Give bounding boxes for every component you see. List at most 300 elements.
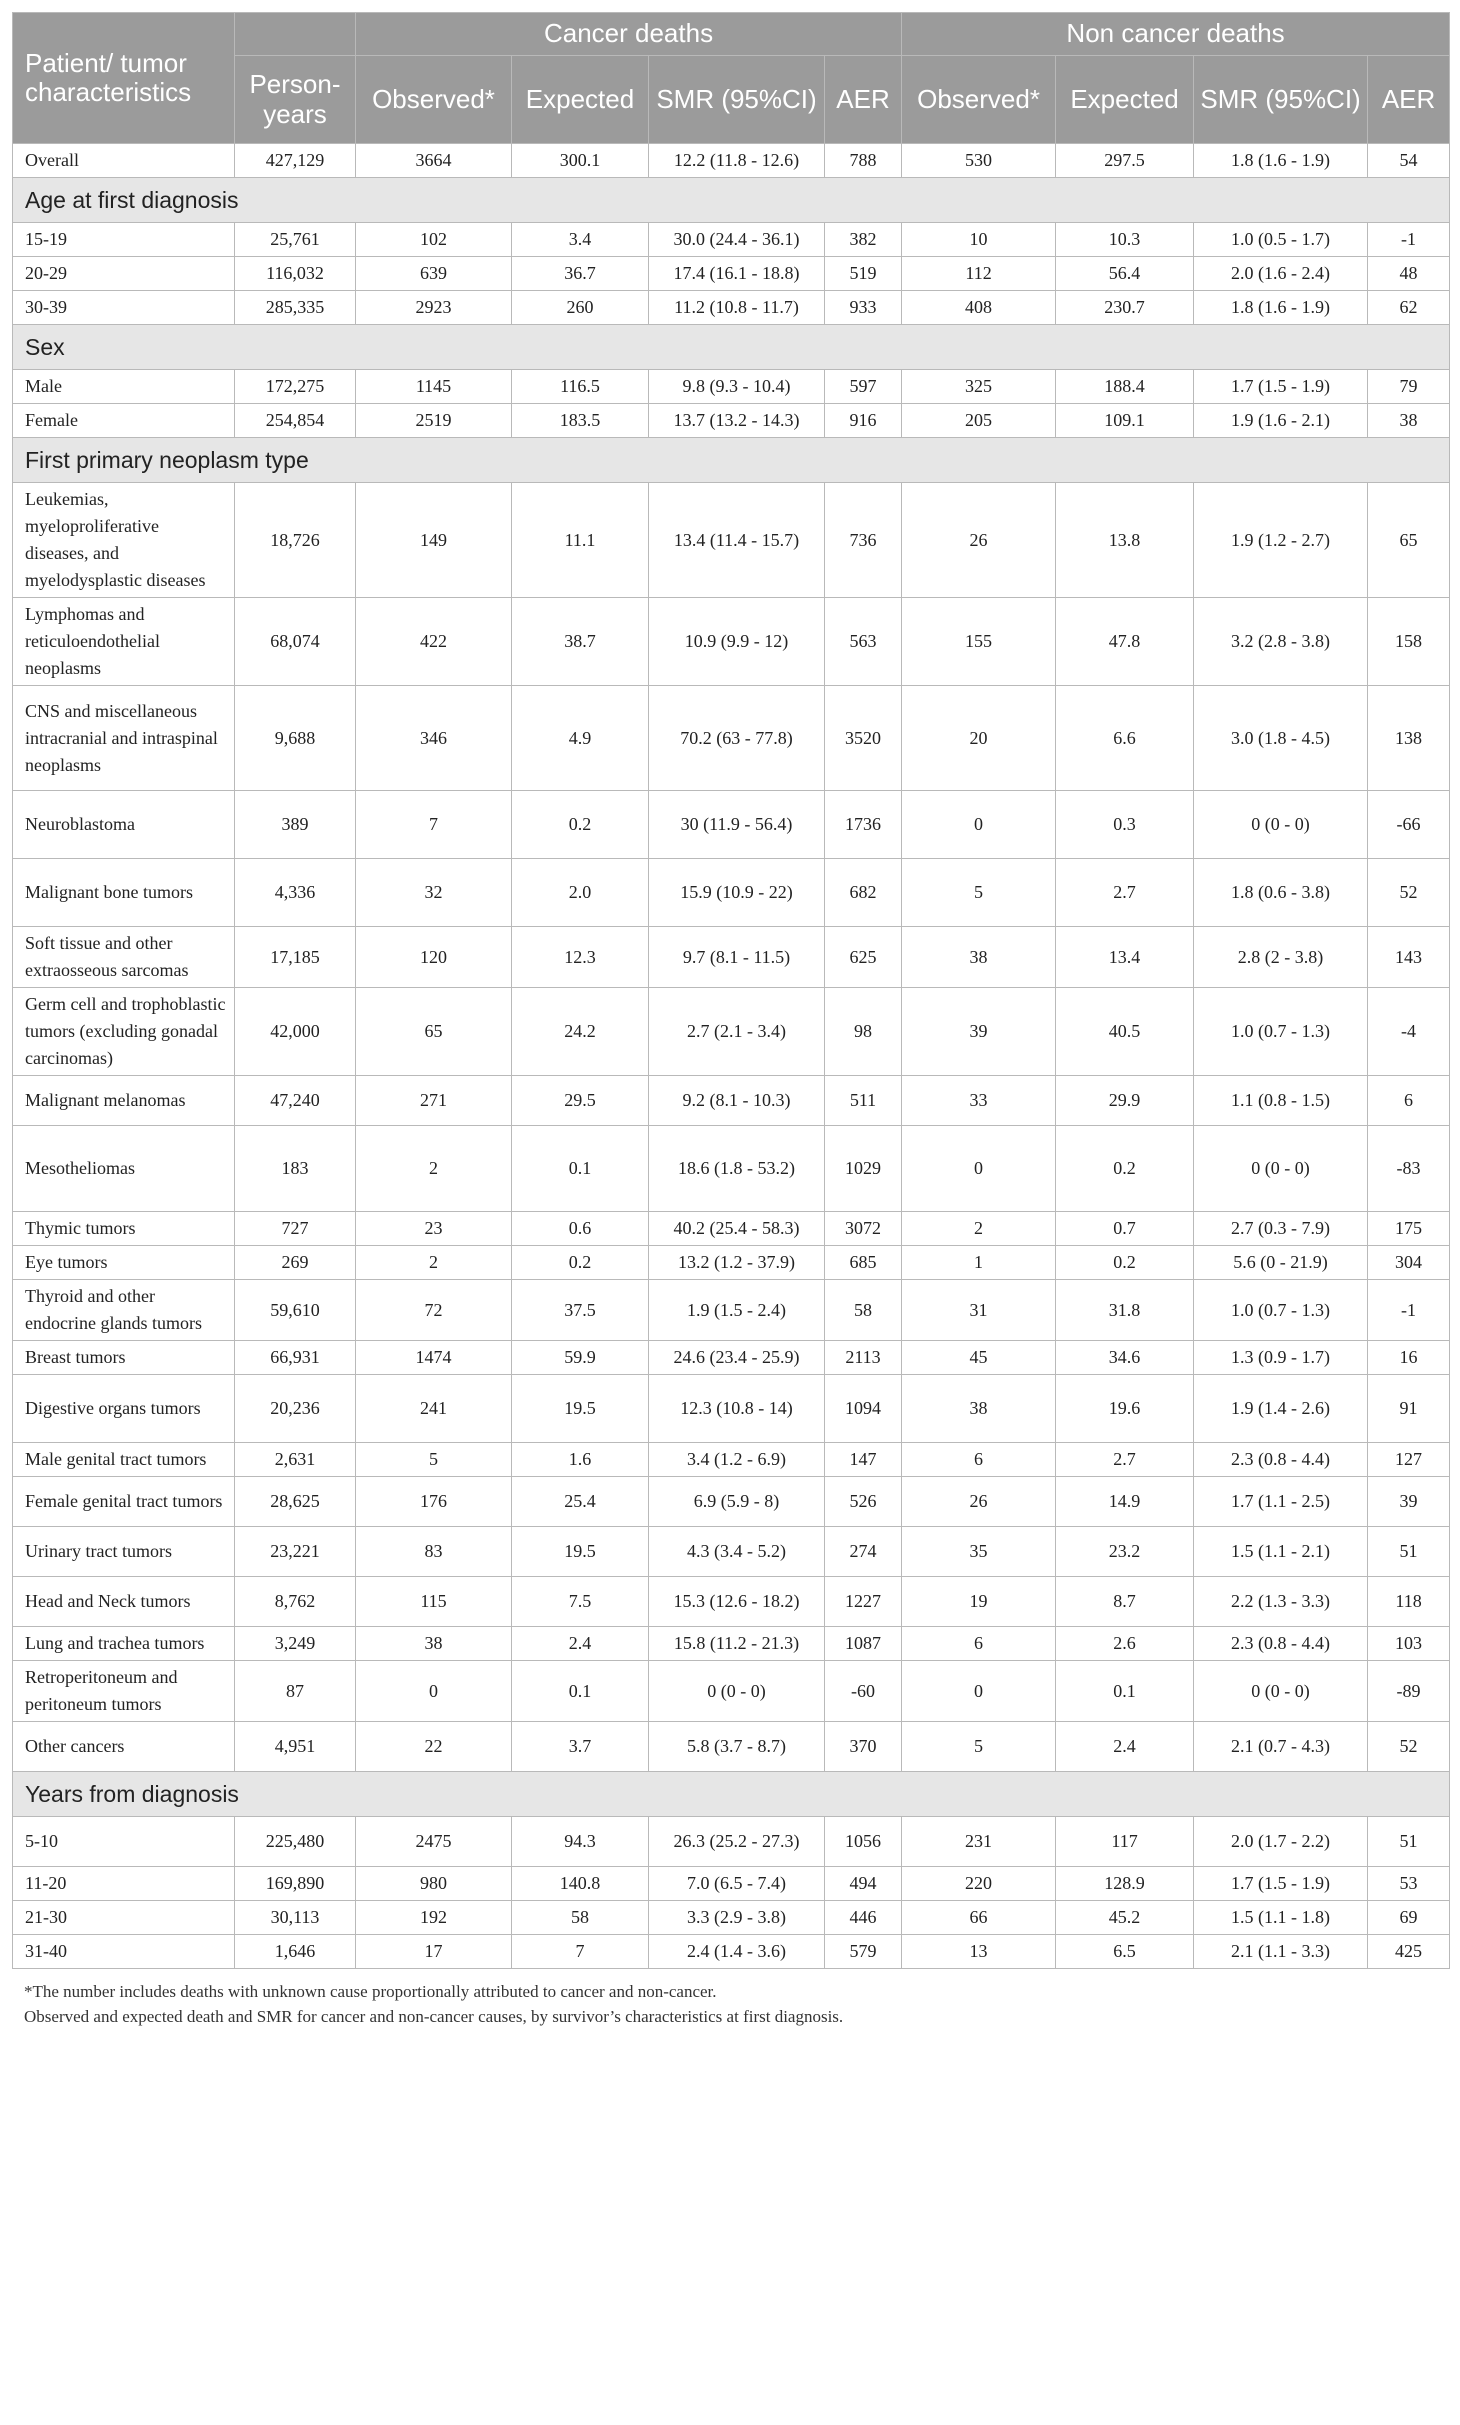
table-cell: 11.2 (10.8 - 11.7)	[649, 291, 825, 325]
table-cell: 7.0 (6.5 - 7.4)	[649, 1867, 825, 1901]
table-cell: 52	[1368, 1722, 1450, 1772]
table-cell: 625	[825, 927, 902, 988]
row-label: Soft tissue and other extraosseous sarcomas	[13, 927, 235, 988]
table-cell: 102	[356, 223, 512, 257]
table-row	[13, 1280, 1450, 1341]
table-cell: 115	[356, 1577, 512, 1627]
header-cancer-smr: SMR (95%CI)	[649, 56, 825, 144]
table-cell: 325	[902, 370, 1056, 404]
table-cell: 727	[235, 1212, 356, 1246]
table-caption: Observed and expected death and SMR for cancer and non-cancer causes, by survivor’s characteristics at first diagnosis.	[24, 2007, 844, 2026]
table-cell: 19.5	[512, 1375, 649, 1443]
table-cell: 1.5 (1.1 - 2.1)	[1194, 1527, 1368, 1577]
table-cell: 13.2 (1.2 - 37.9)	[649, 1246, 825, 1280]
table-cell: 98	[825, 988, 902, 1076]
table-cell: 427,129	[235, 144, 356, 178]
table-cell: 297.5	[1056, 144, 1194, 178]
table-cell: 3072	[825, 1212, 902, 1246]
table-cell: 382	[825, 223, 902, 257]
table-cell: 58	[512, 1901, 649, 1935]
table-cell: 2475	[356, 1817, 512, 1867]
table-cell: 19	[902, 1577, 1056, 1627]
table-cell: 0	[902, 791, 1056, 859]
table-cell: 143	[1368, 927, 1450, 988]
section-row	[13, 1772, 1450, 1817]
table-cell: 2519	[356, 404, 512, 438]
table-cell: 1.9 (1.5 - 2.4)	[649, 1280, 825, 1341]
table-cell: 6.9 (5.9 - 8)	[649, 1477, 825, 1527]
table-cell: 1087	[825, 1627, 902, 1661]
table-cell: 48	[1368, 257, 1450, 291]
table-cell: 0	[902, 1126, 1056, 1212]
table-cell: 530	[902, 144, 1056, 178]
table-cell: 788	[825, 144, 902, 178]
table-cell: 66,931	[235, 1341, 356, 1375]
table-cell: 42,000	[235, 988, 356, 1076]
table-cell: 9.2 (8.1 - 10.3)	[649, 1076, 825, 1126]
table-cell: 6	[902, 1443, 1056, 1477]
table-cell: 4.3 (3.4 - 5.2)	[649, 1527, 825, 1577]
table-row	[13, 791, 1450, 859]
table-row	[13, 988, 1450, 1076]
table-row	[13, 1126, 1450, 1212]
header-cancer-aer: AER	[825, 56, 902, 144]
table-cell: 2.4	[512, 1627, 649, 1661]
table-cell: 18.6 (1.8 - 53.2)	[649, 1126, 825, 1212]
row-label: Other cancers	[13, 1722, 235, 1772]
table-cell: 68,074	[235, 598, 356, 686]
table-cell: 0.1	[1056, 1661, 1194, 1722]
table-header	[13, 13, 1450, 144]
table-row	[13, 1867, 1450, 1901]
table-cell: 0.1	[512, 1126, 649, 1212]
table-cell: 685	[825, 1246, 902, 1280]
row-label: 20-29	[13, 257, 235, 291]
table-cell: 1	[902, 1246, 1056, 1280]
table-cell: 12.3 (10.8 - 14)	[649, 1375, 825, 1443]
table-cell: 1.1 (0.8 - 1.5)	[1194, 1076, 1368, 1126]
table-row	[13, 1627, 1450, 1661]
table-container	[12, 12, 1449, 2026]
table-cell: 158	[1368, 598, 1450, 686]
table-cell: 3.0 (1.8 - 4.5)	[1194, 686, 1368, 791]
row-label: 5-10	[13, 1817, 235, 1867]
table-cell: 127	[1368, 1443, 1450, 1477]
table-cell: 172,275	[235, 370, 356, 404]
table-cell: 120	[356, 927, 512, 988]
table-cell: 183	[235, 1126, 356, 1212]
table-cell: 38.7	[512, 598, 649, 686]
table-cell: 192	[356, 1901, 512, 1935]
table-cell: 29.9	[1056, 1076, 1194, 1126]
table-cell: 38	[902, 927, 1056, 988]
row-label: 11-20	[13, 1867, 235, 1901]
table-cell: 2.4 (1.4 - 3.6)	[649, 1935, 825, 1969]
table-cell: 4,951	[235, 1722, 356, 1772]
table-cell: 29.5	[512, 1076, 649, 1126]
table-row	[13, 1341, 1450, 1375]
table-cell: 3.4 (1.2 - 6.9)	[649, 1443, 825, 1477]
row-label: 30-39	[13, 291, 235, 325]
table-cell: 2.1 (1.1 - 3.3)	[1194, 1935, 1368, 1969]
table-cell: 2.7	[1056, 859, 1194, 927]
table-cell: 13.7 (13.2 - 14.3)	[649, 404, 825, 438]
table-cell: 9,688	[235, 686, 356, 791]
table-cell: 24.2	[512, 988, 649, 1076]
table-cell: 0.6	[512, 1212, 649, 1246]
table-cell: 1.0 (0.7 - 1.3)	[1194, 1280, 1368, 1341]
row-label: Thyroid and other endocrine glands tumors	[13, 1280, 235, 1341]
table-cell: 70.2 (63 - 77.8)	[649, 686, 825, 791]
row-label: Urinary tract tumors	[13, 1527, 235, 1577]
table-cell: 116,032	[235, 257, 356, 291]
table-cell: 254,854	[235, 404, 356, 438]
table-row	[13, 223, 1450, 257]
section-row	[13, 178, 1450, 223]
table-cell: 30 (11.9 - 56.4)	[649, 791, 825, 859]
table-cell: 11.1	[512, 483, 649, 598]
table-cell: 205	[902, 404, 1056, 438]
table-cell: 2.7 (0.3 - 7.9)	[1194, 1212, 1368, 1246]
table-row	[13, 1527, 1450, 1577]
row-label: Mesotheliomas	[13, 1126, 235, 1212]
table-cell: 188.4	[1056, 370, 1194, 404]
table-cell: 1474	[356, 1341, 512, 1375]
table-row	[13, 1577, 1450, 1627]
table-cell: 0	[902, 1661, 1056, 1722]
row-label: Thymic tumors	[13, 1212, 235, 1246]
table-cell: 916	[825, 404, 902, 438]
table-cell: -60	[825, 1661, 902, 1722]
row-label: Lung and trachea tumors	[13, 1627, 235, 1661]
table-cell: 24.6 (23.4 - 25.9)	[649, 1341, 825, 1375]
row-label: Leukemias, myeloproliferative diseases, and myelodysplastic diseases	[13, 483, 235, 598]
table-cell: 9.7 (8.1 - 11.5)	[649, 927, 825, 988]
row-label: Female genital tract tumors	[13, 1477, 235, 1527]
table-cell: 12.2 (11.8 - 12.6)	[649, 144, 825, 178]
table-row	[13, 257, 1450, 291]
header-noncancer-expected: Expected	[1056, 56, 1194, 144]
table-cell: 2.6	[1056, 1627, 1194, 1661]
table-cell: 13.4 (11.4 - 15.7)	[649, 483, 825, 598]
table-row	[13, 859, 1450, 927]
row-label: Digestive organs tumors	[13, 1375, 235, 1443]
table-cell: 2.7	[1056, 1443, 1194, 1477]
section-row	[13, 438, 1450, 483]
table-cell: 59,610	[235, 1280, 356, 1341]
header-noncancer-deaths: Non cancer deaths	[902, 13, 1450, 56]
table-cell: 1094	[825, 1375, 902, 1443]
table-cell: 346	[356, 686, 512, 791]
header-noncancer-aer: AER	[1368, 56, 1450, 144]
table-cell: 0.7	[1056, 1212, 1194, 1246]
table-cell: 17.4 (16.1 - 18.8)	[649, 257, 825, 291]
table-cell: 3520	[825, 686, 902, 791]
row-label: 21-30	[13, 1901, 235, 1935]
table-cell: 980	[356, 1867, 512, 1901]
table-cell: 1.9 (1.2 - 2.7)	[1194, 483, 1368, 598]
table-cell: 1.3 (0.9 - 1.7)	[1194, 1341, 1368, 1375]
table-cell: 0.1	[512, 1661, 649, 1722]
table-cell: 176	[356, 1477, 512, 1527]
table-cell: 1.9 (1.4 - 2.6)	[1194, 1375, 1368, 1443]
row-label: Germ cell and trophoblastic tumors (excluding gonadal carcinomas)	[13, 988, 235, 1076]
table-cell: -1	[1368, 1280, 1450, 1341]
header-cancer-expected: Expected	[512, 56, 649, 144]
table-cell: 1.0 (0.7 - 1.3)	[1194, 988, 1368, 1076]
table-cell: 1.5 (1.1 - 1.8)	[1194, 1901, 1368, 1935]
table-cell: 1.7 (1.5 - 1.9)	[1194, 370, 1368, 404]
table-cell: 22	[356, 1722, 512, 1772]
table-cell: 231	[902, 1817, 1056, 1867]
table-cell: 66	[902, 1901, 1056, 1935]
table-cell: 446	[825, 1901, 902, 1935]
table-cell: 53	[1368, 1867, 1450, 1901]
table-cell: 5.8 (3.7 - 8.7)	[649, 1722, 825, 1772]
table-cell: 225,480	[235, 1817, 356, 1867]
table-cell: 65	[356, 988, 512, 1076]
table-cell: 54	[1368, 144, 1450, 178]
table-cell: 79	[1368, 370, 1450, 404]
table-cell: -83	[1368, 1126, 1450, 1212]
table-cell: 175	[1368, 1212, 1450, 1246]
table-cell: 408	[902, 291, 1056, 325]
table-cell: 3,249	[235, 1627, 356, 1661]
row-label: Male genital tract tumors	[13, 1443, 235, 1477]
table-cell: 23.2	[1056, 1527, 1194, 1577]
table-cell: 94.3	[512, 1817, 649, 1867]
table-cell: 56.4	[1056, 257, 1194, 291]
table-row	[13, 598, 1450, 686]
table-body	[13, 144, 1450, 1969]
table-cell: 1.8 (1.6 - 1.9)	[1194, 144, 1368, 178]
table-cell: 220	[902, 1867, 1056, 1901]
table-cell: 1056	[825, 1817, 902, 1867]
table-cell: 35	[902, 1527, 1056, 1577]
table-row	[13, 404, 1450, 438]
table-cell: 269	[235, 1246, 356, 1280]
table-cell: 45	[902, 1341, 1056, 1375]
table-cell: 37.5	[512, 1280, 649, 1341]
section-row	[13, 325, 1450, 370]
table-cell: 511	[825, 1076, 902, 1126]
row-label: Eye tumors	[13, 1246, 235, 1280]
table-cell: 422	[356, 598, 512, 686]
table-cell: 23,221	[235, 1527, 356, 1577]
table-cell: 0.2	[512, 1246, 649, 1280]
table-cell: 7	[512, 1935, 649, 1969]
table-cell: 3.7	[512, 1722, 649, 1772]
table-cell: 1736	[825, 791, 902, 859]
table-cell: 62	[1368, 291, 1450, 325]
table-row	[13, 144, 1450, 178]
table-cell: 519	[825, 257, 902, 291]
table-cell: 285,335	[235, 291, 356, 325]
table-cell: 370	[825, 1722, 902, 1772]
table-cell: -1	[1368, 223, 1450, 257]
table-cell: 18,726	[235, 483, 356, 598]
table-cell: 20	[902, 686, 1056, 791]
row-label: 31-40	[13, 1935, 235, 1969]
table-cell: 19.6	[1056, 1375, 1194, 1443]
table-cell: 2.0 (1.6 - 2.4)	[1194, 257, 1368, 291]
section-heading: First primary neoplasm type	[13, 438, 1450, 483]
table-cell: 6.5	[1056, 1935, 1194, 1969]
table-cell: 579	[825, 1935, 902, 1969]
table-cell: 109.1	[1056, 404, 1194, 438]
table-row	[13, 1246, 1450, 1280]
table-cell: 3.3 (2.9 - 3.8)	[649, 1901, 825, 1935]
table-cell: 1.9 (1.6 - 2.1)	[1194, 404, 1368, 438]
table-cell: 2	[356, 1246, 512, 1280]
table-cell: 1227	[825, 1577, 902, 1627]
table-cell: 38	[1368, 404, 1450, 438]
table-cell: 271	[356, 1076, 512, 1126]
table-cell: 28,625	[235, 1477, 356, 1527]
table-cell: 1,646	[235, 1935, 356, 1969]
table-cell: 155	[902, 598, 1056, 686]
table-cell: 1.6	[512, 1443, 649, 1477]
table-cell: 2923	[356, 291, 512, 325]
table-cell: 47,240	[235, 1076, 356, 1126]
section-heading: Sex	[13, 325, 1450, 370]
header-noncancer-observed: Observed*	[902, 56, 1056, 144]
table-cell: 45.2	[1056, 1901, 1194, 1935]
table-row	[13, 1722, 1450, 1772]
table-cell: 14.9	[1056, 1477, 1194, 1527]
table-cell: 0	[356, 1661, 512, 1722]
row-label: Breast tumors	[13, 1341, 235, 1375]
table-row	[13, 1375, 1450, 1443]
table-cell: 36.7	[512, 257, 649, 291]
table-row	[13, 483, 1450, 598]
table-cell: 25.4	[512, 1477, 649, 1527]
table-cell: 8.7	[1056, 1577, 1194, 1627]
table-cell: 38	[356, 1627, 512, 1661]
table-cell: 13.8	[1056, 483, 1194, 598]
table-cell: 58	[825, 1280, 902, 1341]
table-cell: 2.0 (1.7 - 2.2)	[1194, 1817, 1368, 1867]
section-heading: Age at first diagnosis	[13, 178, 1450, 223]
table-cell: 2.0	[512, 859, 649, 927]
header-noncancer-smr: SMR (95%CI)	[1194, 56, 1368, 144]
table-cell: 6	[902, 1627, 1056, 1661]
table-cell: 2,631	[235, 1443, 356, 1477]
table-cell: 12.3	[512, 927, 649, 988]
table-cell: 40.2 (25.4 - 58.3)	[649, 1212, 825, 1246]
table-cell: 30,113	[235, 1901, 356, 1935]
table-cell: 2	[902, 1212, 1056, 1246]
table-cell: 2.8 (2 - 3.8)	[1194, 927, 1368, 988]
row-label: Female	[13, 404, 235, 438]
table-cell: 51	[1368, 1527, 1450, 1577]
table-cell: 1.8 (0.6 - 3.8)	[1194, 859, 1368, 927]
table-cell: 19.5	[512, 1527, 649, 1577]
table-row	[13, 1935, 1450, 1969]
table-cell: 425	[1368, 1935, 1450, 1969]
table-cell: 0 (0 - 0)	[1194, 1126, 1368, 1212]
table-cell: 149	[356, 483, 512, 598]
table-cell: 65	[1368, 483, 1450, 598]
table-row	[13, 1076, 1450, 1126]
table-cell: 230.7	[1056, 291, 1194, 325]
table-cell: 118	[1368, 1577, 1450, 1627]
table-cell: 33	[902, 1076, 1056, 1126]
table-cell: -4	[1368, 988, 1450, 1076]
table-cell: 128.9	[1056, 1867, 1194, 1901]
table-cell: 3.2 (2.8 - 3.8)	[1194, 598, 1368, 686]
table-cell: 736	[825, 483, 902, 598]
table-cell: 32	[356, 859, 512, 927]
table-cell: 8,762	[235, 1577, 356, 1627]
table-cell: 241	[356, 1375, 512, 1443]
table-cell: 7.5	[512, 1577, 649, 1627]
table-cell: 1.7 (1.5 - 1.9)	[1194, 1867, 1368, 1901]
table-cell: 112	[902, 257, 1056, 291]
table-cell: 17	[356, 1935, 512, 1969]
table-cell: 91	[1368, 1375, 1450, 1443]
row-label: Head and Neck tumors	[13, 1577, 235, 1627]
table-cell: 20,236	[235, 1375, 356, 1443]
table-cell: 25,761	[235, 223, 356, 257]
table-row	[13, 927, 1450, 988]
table-cell: 304	[1368, 1246, 1450, 1280]
table-cell: 1029	[825, 1126, 902, 1212]
table-cell: 47.8	[1056, 598, 1194, 686]
header-spacer	[235, 13, 356, 56]
table-cell: 0 (0 - 0)	[1194, 791, 1368, 859]
table-cell: 10.3	[1056, 223, 1194, 257]
table-cell: 2.3 (0.8 - 4.4)	[1194, 1627, 1368, 1661]
table-cell: 2113	[825, 1341, 902, 1375]
table-row	[13, 1901, 1450, 1935]
row-label: Male	[13, 370, 235, 404]
header-patient: Patient/ tumor characteristics	[13, 13, 235, 144]
table-cell: 639	[356, 257, 512, 291]
table-cell: 10.9 (9.9 - 12)	[649, 598, 825, 686]
table-cell: 40.5	[1056, 988, 1194, 1076]
table-cell: 300.1	[512, 144, 649, 178]
table-cell: 5	[356, 1443, 512, 1477]
table-cell: 26.3 (25.2 - 27.3)	[649, 1817, 825, 1867]
table-cell: 52	[1368, 859, 1450, 927]
table-cell: 0.2	[512, 791, 649, 859]
table-cell: 15.9 (10.9 - 22)	[649, 859, 825, 927]
table-cell: 7	[356, 791, 512, 859]
row-label: Malignant bone tumors	[13, 859, 235, 927]
footnote-observed: *The number includes deaths with unknown cause proportionally attributed to cancer and non-cancer.	[24, 1982, 717, 2001]
table-cell: 563	[825, 598, 902, 686]
table-cell: 39	[1368, 1477, 1450, 1527]
table-row	[13, 1817, 1450, 1867]
table-cell: 116.5	[512, 370, 649, 404]
table-cell: 3664	[356, 144, 512, 178]
table-cell: 13	[902, 1935, 1056, 1969]
table-cell: 183.5	[512, 404, 649, 438]
table-cell: 274	[825, 1527, 902, 1577]
table-cell: 38	[902, 1375, 1056, 1443]
table-cell: 10	[902, 223, 1056, 257]
table-cell: 0 (0 - 0)	[1194, 1661, 1368, 1722]
table-cell: 103	[1368, 1627, 1450, 1661]
table-cell: 30.0 (24.4 - 36.1)	[649, 223, 825, 257]
table-cell: 5	[902, 859, 1056, 927]
table-cell: 494	[825, 1867, 902, 1901]
header-cancer-deaths: Cancer deaths	[356, 13, 902, 56]
table-cell: 1145	[356, 370, 512, 404]
table-cell: 26	[902, 483, 1056, 598]
table-cell: 13.4	[1056, 927, 1194, 988]
